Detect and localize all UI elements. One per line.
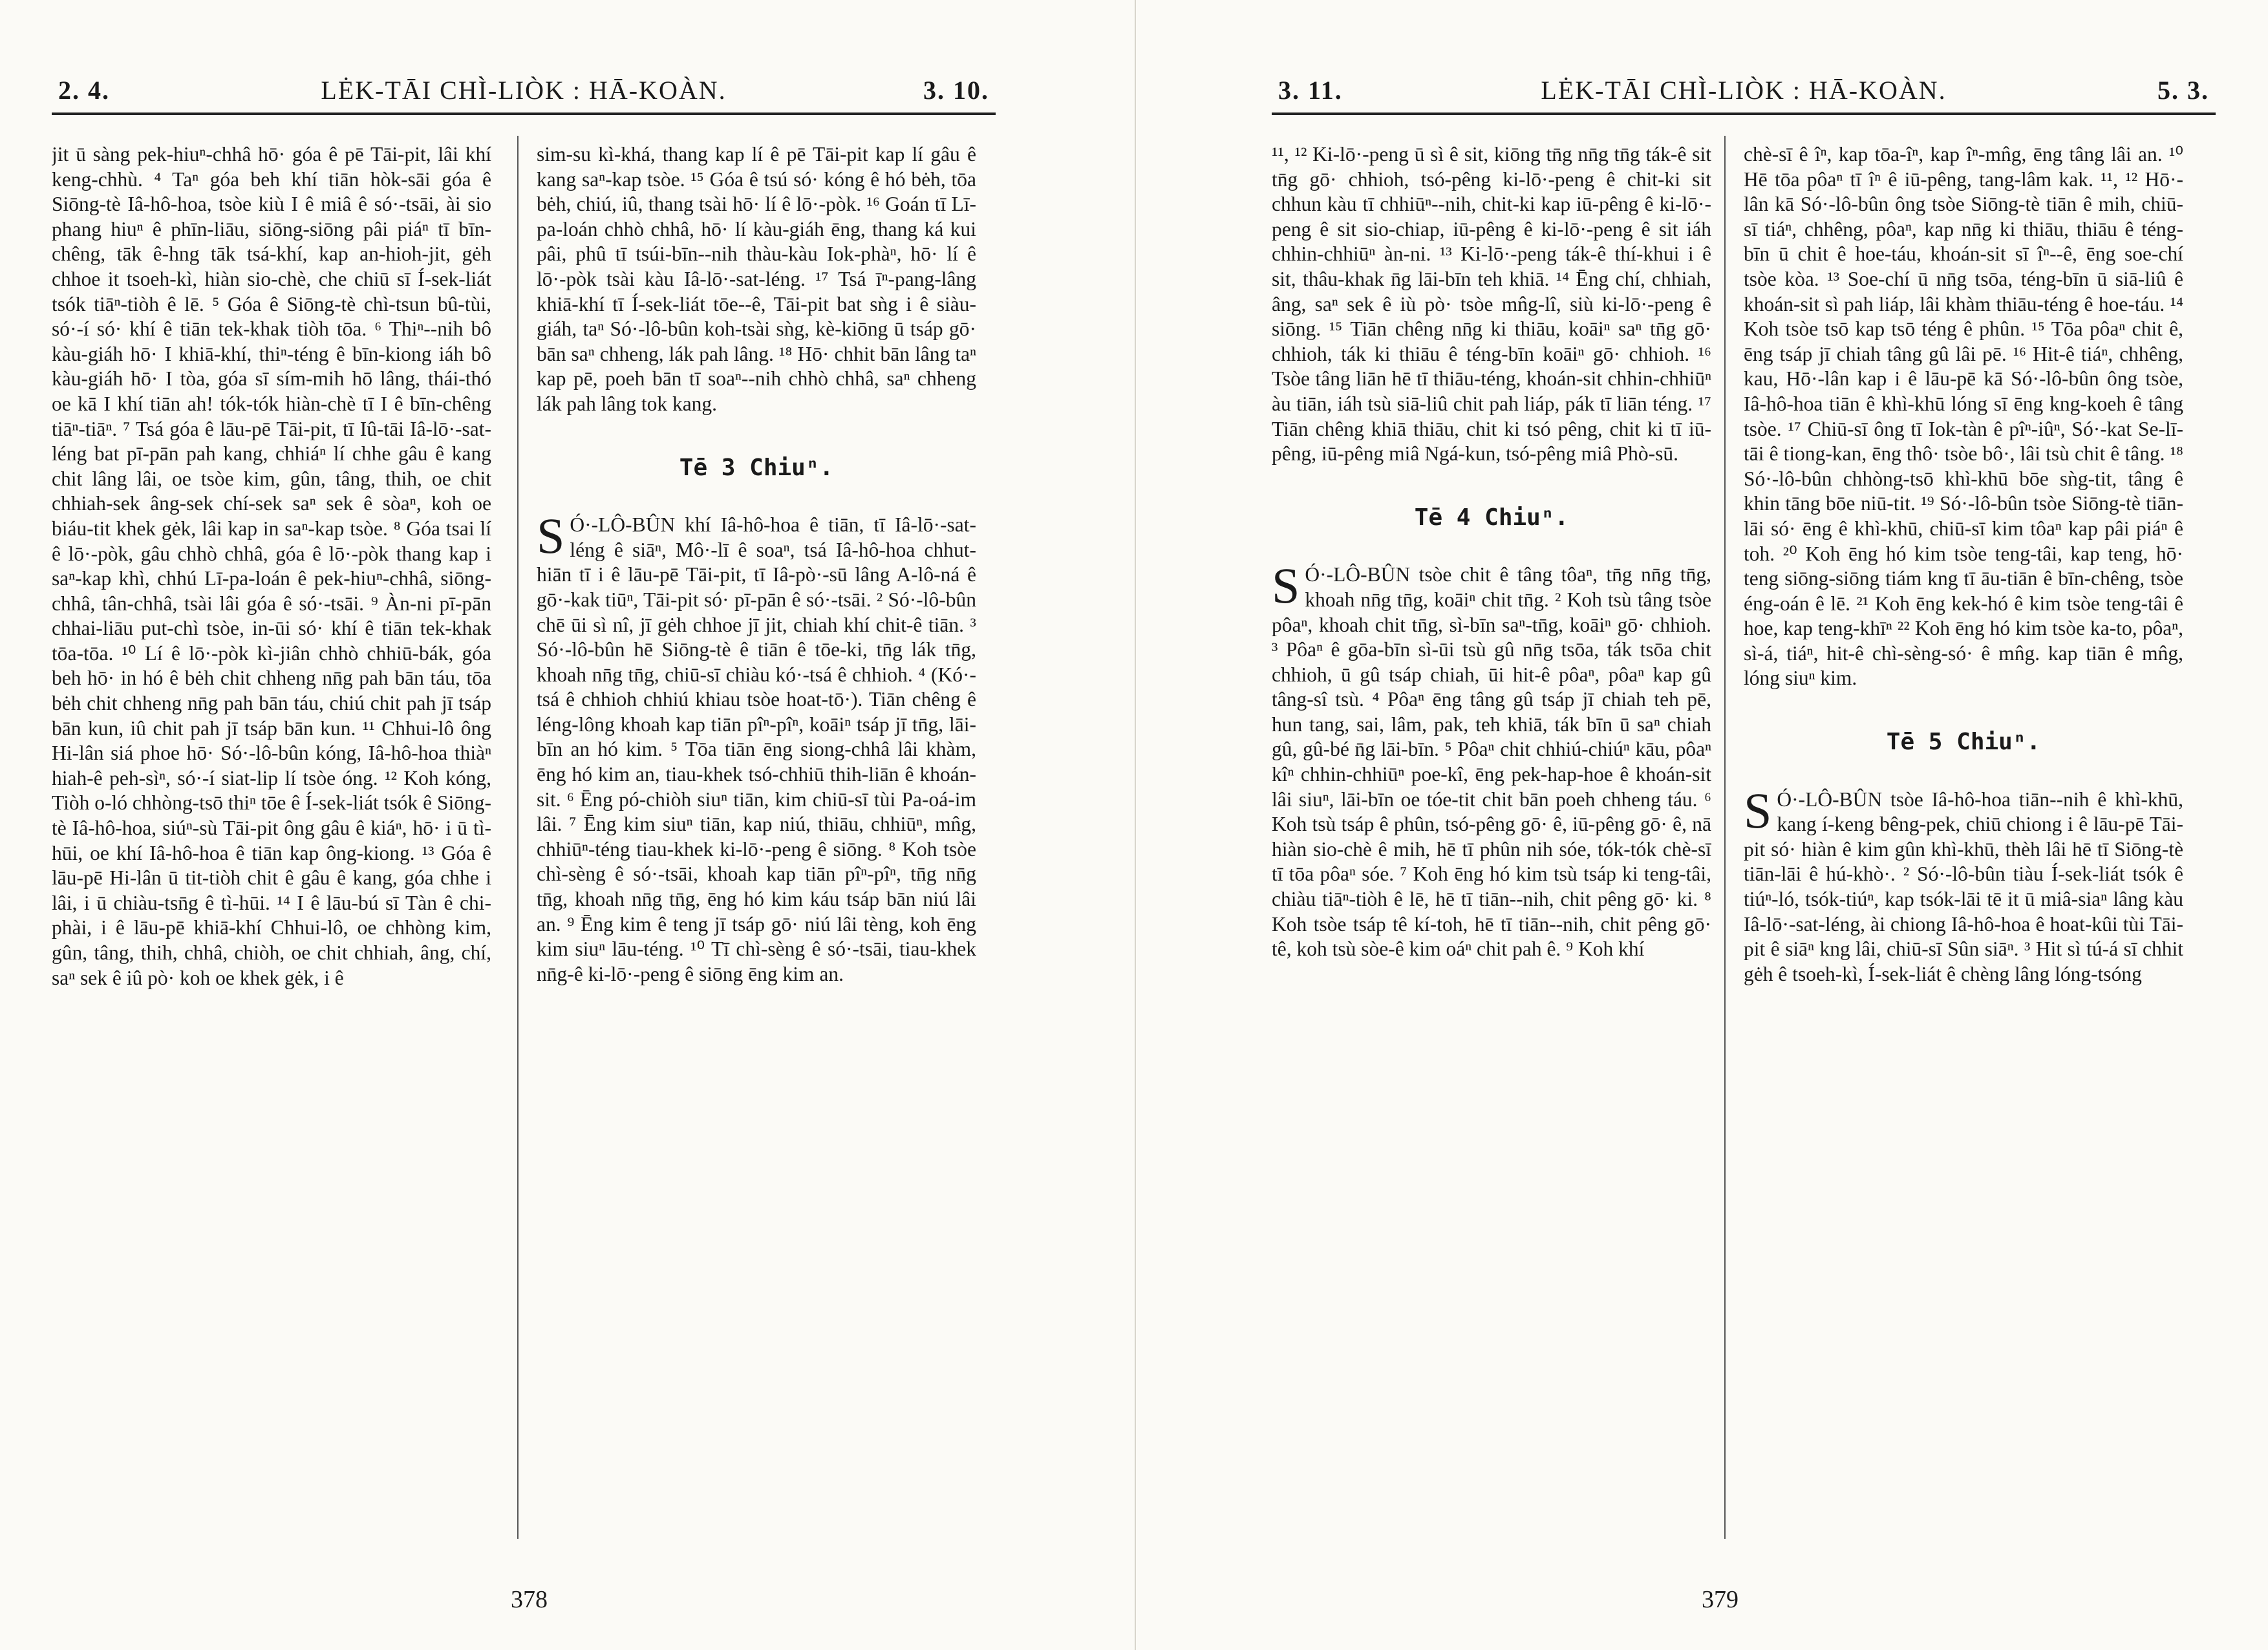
drop-cap: S (1744, 782, 1772, 839)
text-column-2 (537, 142, 976, 1539)
column-divider (517, 136, 519, 1539)
chapter-opening (1744, 782, 2183, 987)
body-text: ¹¹, ¹² Ki-lō·-peng ū sì ê sit, kiōng tn̄g nn̄g tn̄g ták-ê sit tn̄g gō· chhioh, tsó-pêng ki-lō·-peng ê chit-ki sit chhun kàu tī chhiūⁿ--nih, chit-ki kap iū-pêng ê ki-lō·-peng ê sit sio-chiap, iū-pêng ê ki-lō·-peng ê sit iáh chhin-chhiūⁿ àn-ni. ¹³ Ki-lō·-peng ták-ê thí-khui i ê sit, thâu-khak n̄g lāi-bīn teh khiā. ¹⁴ Ēng chí, chhiah, âng, saⁿ sek ê iù pò· tsòe mn̂g-lî, siù ki-lō·-peng ê siōng. ¹⁵ Tiān chêng nn̄g ki thiāu, koāiⁿ saⁿ tn̄g gō· chhioh, ták ki thiāu ê téng-bīn koāiⁿ gō· chhioh. ¹⁶ Tsòe tâng liān hē tī thiāu-téng, khoán-sit chhin-chhiūⁿ àu tiān, iáh tsù siā-liû chit pah liáp, pák tī liān téng. ¹⁷ Tiān chêng khiā thiāu, chit ki tsó pêng, chit ki tī iū-pêng, iū-pêng miâ Ngá-kun, tsó-pêng miâ Phò-sū. (1272, 143, 1711, 466)
chapter-opening (537, 508, 976, 987)
body-text: jit ū sàng pek-hiuⁿ-chhâ hō· góa ê pē Tāi-pit, lâi khí keng-chhù. ⁴ Taⁿ góa beh khí tiān hòk-sāi góa ê Siōng-tè Iâ-hô-hoa, tsòe kiù I ê miâ ê só·-tsāi, ài sio phang hiuⁿ ê phīn-liāu, siōng-siōng pâi piáⁿ tī bīn-chêng, tāk ê-hng tāk tsá-khí, kap an-hioh-jit, gėh chhoe it tsoeh-kì, hiàn sio-chè, che chiū sī Í-sek-liát tsók tiāⁿ-tiòh ê lē. ⁵ Góa ê Siōng-tè chì-tsun bû-tùi, só·-í só· khí ê tiān tek-khak tiòh tōa. ⁶ Thiⁿ--nih bô kàu-giáh hō· I khiā-khí, thiⁿ-téng ê bīn-kiong iáh bô kàu-giáh hō· I tòa, góa sī sím-mih hō lâng, thái-thó oe kā I khí tiān ah! tók-tók hiàn-chè tī I ê bīn-chêng tiāⁿ-tiāⁿ. ⁷ Tsá góa ê lāu-pē Tāi-pit, tī Iû-tāi Iâ-lō·-sat-léng bat pī-pān pah kang, chhiáⁿ lí chhe gâu ê kang chit lâng lâi, oe tsòe kim, gûn, tâng, thih, oe chit chhiah-sek âng-sek chí-sek saⁿ sek ê sòaⁿ, koh oe biáu-tit khek gėk, lâi kap in saⁿ-kap tsòe. ⁸ Góa tsai lí ê lō·-pòk, gâu chhò chhâ, góa ê lō·-pòk thang kap i saⁿ-kap khì, chhú Lī-pa-loán ê pek-hiuⁿ-chhâ, siōng-chhâ, tân-chhâ, tsài lâi góa ê só·-tsāi. ⁹ Àn-ni pī-pān chhai-liāu put-chì tsòe, in-ūi só· khí ê tiān tek-khak tōa-tōa. ¹⁰ Lí ê lō·-pòk kì-jiân chhò chhiū-bák, góa beh hō· in hó ê bėh chit chheng nn̄g pah bān táu, tōa bėh chit chheng nn̄g pah bān táu, chiú chit pah jī tsáp bān kun, iû chit pah jī tsáp bān kun. ¹¹ Chhui-lô ông Hi-lân siá phoe hō· Só·-lô-bûn kóng, Iâ-hô-hoa thiàⁿ hiah-ê peh-sìⁿ, só·-í siat-lip lí tsòe óng. ¹² Koh kóng, Tiòh o-ló chhòng-tsō thiⁿ tōe ê Í-sek-liát tsók ê Siōng-tè Iâ-hô-hoa, siúⁿ-sù Tāi-pit ông gâu ê kiáⁿ, hō· i ū tì-hūi, oe khí Iâ-hô-hoa ê tiān kap ông-kiong. ¹³ Góa ê lāu-pē Hi-lân ū tit-tiòh chit ê gâu ê kang, góa chhe i lâi, i ū chiàu-tsn̄g ê tì-hūi. ¹⁴ I ê lāu-bú sī Tàn ê chi-phài, i ê lāu-pē khiā-khí Chhui-lô, oe chhòng kim, gûn, tâng, thih, chhâ, chiòh, oe chit chhiah, âng, chí, saⁿ sek ê iû pò· koh oe khek gėk, i ê (52, 143, 491, 989)
text-column-1 (1272, 142, 1711, 1539)
text-column-2 (1744, 142, 2183, 1539)
body-text: chè-sī ê îⁿ, kap tōa-îⁿ, kap îⁿ-mn̂g, ēng tâng lâi an. ¹⁰ Hē tōa pôaⁿ tī îⁿ ê iū-pêng, tang-lâm kak. ¹¹, ¹² Hō·-lân kā Só·-lô-bûn ông tsòe Siōng-tè tiān ê mih, chiū-sī tiáⁿ, chhêng, pôaⁿ, kap nn̄g ki thiāu, thiāu ê téng-bīn ū chit ê hoe-táu, khoán-sit sī îⁿ--ê, ēng soe-chí tsòe kòa. ¹³ Soe-chí ū nn̄g tsōa, téng-bīn ū siā-liû ê khoán-sit sì pah liáp, lâi khàm thiāu-téng ê hoe-táu. ¹⁴ Koh tsòe tsō kap tsō téng ê phûn. ¹⁵ Tōa pôaⁿ chit ê, ēng tsáp jī chiah tâng gû lâi pē. ¹⁶ Hit-ê tiáⁿ, chhêng, kau, Hō·-lân kap i ê lāu-pē kā Só·-lô-bûn ông tsòe, Iâ-hô-hoa tiān ê khì-khū lóng sī ēng kng-koeh ê tâng tsòe. ¹⁷ Chiū-sī ông tī Iok-tàn ê pîⁿ-iûⁿ, Só·-kat Se-lī-tāi ê tiong-kan, ēng thô· tsòe bô·, lâi tsù chit ê tâng. ¹⁸ Só·-lô-bûn chhòng-tsō khì-khū bōe sǹg-tit, tâng ê khin tāng bōe niū-tit. ¹⁹ Só·-lô-bûn tsòe Siōng-tè tiān-lāi só· ēng ê khì-khū, chiū-sī kim tôaⁿ kap pâi piáⁿ ê toh. ²⁰ Koh ēng hó kim tsòe teng-tâi, kap teng, hō· teng siōng-siōng tiám kng tī āu-tiān ê bīn-chêng, tsòe éng-oán ê lē. ²¹ Koh ēng kek-hó ê kim tsòe teng-tâi ê hoe, kap teng-khīⁿ ²² Koh ēng hó kim tsòe ka-to, pôaⁿ, sì-á, tiáⁿ, hit-ê chì-sèng-só· ê mn̂g. kap tiān ê mn̂g, lóng siuⁿ kim. (1744, 143, 2183, 690)
running-header (1272, 70, 2216, 115)
header-verse-start: 3. 11. (1278, 76, 1343, 105)
drop-cap: S (1272, 557, 1300, 614)
header-verse-end: 3. 10. (923, 76, 989, 105)
body-text: Ó·-LÔ-BÛN tsòe Iâ-hô-hoa tiān--nih ê khì-khū, kang í-keng bêng-pek, chiū chiong i ê lāu-pē Tāi-pit só· hiàn ê kim gûn khì-khū, thèh lâi hē tī Siōng-tè tiān-lāi ê hú-khò·. ² Só·-lô-bûn tiàu Í-sek-liát tsók ê tiúⁿ-ló, tsók-tiúⁿ, kap tsók-lāi tē it ū miâ-siaⁿ lâng kàu Iâ-lō·-sat-léng, ài chiong Iâ-hô-hoa ê hoat-kûi tùi Tāi-pit ê siāⁿ kng lâi, chiū-sī Sûn siāⁿ. ³ Hit sì tú-á sī chhit gėh ê tsoeh-kì, Í-sek-liát ê chèng lâng lóng-tsóng (1744, 788, 2183, 985)
body-text: sim-su kì-khá, thang kap lí ê pē Tāi-pit kap lí gâu ê kang saⁿ-kap tsòe. ¹⁵ Góa ê tsú só· kóng ê hó bėh, tōa bėh, chiú, iû, thang tsài hō· lí ê lō·-pòk. ¹⁶ Goán tī Lī-pa-loán chhò chhâ, hō· lí kàu-giáh ēng, thang ká kui pâi, phû tī tsúi-bīn--nih thàu-kàu Iok-phàⁿ, hō· lí ê lō·-pòk tsài kàu Iâ-lō·-sat-léng. ¹⁷ Tsá īⁿ-pang-lâng khiā-khí tī Í-sek-liát tōe--ê, Tāi-pit bat sǹg i ê siàu-giáh, taⁿ Só·-lô-bûn koh-tsài sǹg, kè-kiōng ū tsáp gō· bān saⁿ chheng, lák pah lâng. ¹⁸ Hō· chhit bān lâng taⁿ kap pē, poeh bān tī soaⁿ--nih chhò chhâ, saⁿ chheng lák pah lâng tok kang. (537, 143, 976, 415)
page-number: 378 (511, 1586, 548, 1613)
running-header (52, 70, 996, 115)
body-text: Ó·-LÔ-BÛN tsòe chit ê tâng tôaⁿ, tn̄g nn̄g tn̄g, khoah nn̄g tn̄g, koāiⁿ chit tn̄g. ² Koh tsù tâng tsòe pôaⁿ, khoah chit tn̄g, sì-bīn saⁿ-tn̄g, koāiⁿ gō· chhioh. ³ Pôaⁿ ê gōa-bīn sì-ūi tsù gû nn̄g tsōa, ták tsōa chit chhioh, ū gû tsáp chiah, ūi hit-ê pôaⁿ, pôaⁿ kap gû tâng-sî tsù. ⁴ Pôaⁿ ēng tâng gû tsáp jī chiah teh pē, hun tang, sai, lâm, pak, teh khiā, ták bīn ū saⁿ chiah gû, gû-bé n̄g lāi-bīn. ⁵ Pôaⁿ chit chhiú-chiúⁿ kāu, pôaⁿ kîⁿ chhin-chhiūⁿ poe-kî, ēng pek-hap-hoe ê khoán-sit lâi siuⁿ, lāi-bīn oe tóe-tit chit bān poeh chheng táu. ⁶ Koh tsù tsáp ê phûn, tsó-pêng gō· ê, iū-pêng gō· ê, nā hiàn sio-chè ê mih, hē tī phûn nih sóe, tók-tók chè-sī tī tōa pôaⁿ sóe. ⁷ Koh ēng hó kim tsù tsáp ki teng-tâi, chiàu tiāⁿ-tiòh ê lē, hē tī tiān--nih, chit pêng gō· ki. ⁸ Koh tsòe tsáp tê kí-toh, hē tī tiān--nih, chit pêng gō· tê, koh tsù sòe-ê kim oáⁿ chit pah ê. ⁹ Koh khí (1272, 563, 1711, 961)
header-title: LĖK-TĀI CHÌ-LIÒK : HĀ-KOÀN. (321, 76, 727, 105)
body-text: Ó·-LÔ-BÛN khí Iâ-hô-hoa ê tiān, tī Iâ-lō·-sat-léng ê siāⁿ, Mô·-lī ê soaⁿ, tsá Iâ-hô-hoa chhut-hiān tī i ê lāu-pē Tāi-pit, tī Iâ-pò·-sū lâng A-lô-ná ê gō·-kak tiūⁿ, Tāi-pit só· pī-pān ê só·-tsāi. ² Só·-lô-bûn chē ūi sì nî, jī gėh chhoe jī jit, chiah khí chit-ê tiān. ³ Só·-lô-bûn hē Siōng-tè ê tiān ê tōe-ki, tn̄g lák tn̄g, khoah nn̄g tn̄g, chiū-sī chiàu kó·-tsá ê chhioh. ⁴ (Kó·-tsá ê chhioh chhiú khiau tsòe hoat-tō·). Tiān chêng ê léng-lông khoah kap tiān pîⁿ-pîⁿ, koāiⁿ tsáp jī tn̄g, lāi-bīn an hó kim. ⁵ Tōa tiān ēng siong-chhâ lâi khàm, ēng hó kim an, tiau-khek tsó-chhiū thih-liān ê khoán-sit. ⁶ Ēng pó-chiòh siuⁿ tiān, kim chiū-sī tùi Pa-oá-im lâi. ⁷ Ēng kim siuⁿ tiān, kap niú, thiāu, chhiūⁿ, mn̂g, chhiūⁿ-téng tiau-khek ki-lō·-peng ê siōng. ⁸ Koh tsòe chì-sèng ê só·-tsāi, khoah kap tiān pîⁿ-pîⁿ, tn̄g nn̄g tn̄g, khoah nn̄g tn̄g, ēng hó kim káu tsáp bān niú lâi an. ⁹ Ēng kim ê teng jī tsáp gō· niú lâi tèng, koh ēng kim siuⁿ lāu-téng. ¹⁰ Tī chì-sèng ê só·-tsāi, tiau-khek nn̄g-ê ki-lō·-peng ê siōng ēng kim an. (537, 513, 976, 985)
header-verse-start: 2. 4. (58, 76, 110, 105)
text-column-1 (52, 142, 491, 1539)
page-number: 379 (1702, 1586, 1738, 1613)
header-title: LĖK-TĀI CHÌ-LIÒK : HĀ-KOÀN. (1541, 76, 1947, 105)
chapter-heading: Tē 5 Chiuⁿ. (1886, 729, 2041, 756)
chapter-heading: Tē 4 Chiuⁿ. (1414, 504, 1569, 531)
chapter-heading: Tē 3 Chiuⁿ. (679, 454, 834, 481)
right-page (1135, 0, 2268, 1650)
header-verse-end: 5. 3. (2157, 76, 2209, 105)
chapter-opening (1272, 557, 1711, 962)
drop-cap: S (537, 508, 565, 564)
column-divider (1724, 136, 1726, 1539)
